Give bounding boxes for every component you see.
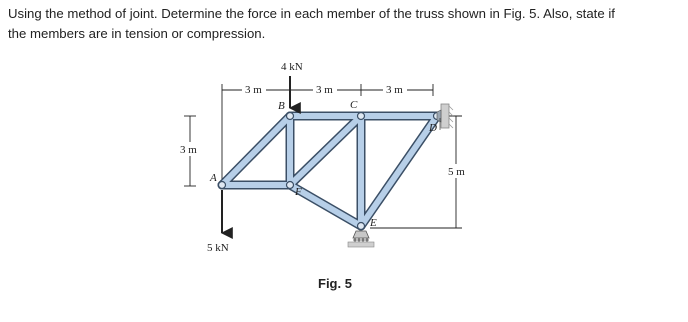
dim-cd-label: 3 m: [386, 84, 403, 96]
joint-label-d: D: [429, 122, 437, 134]
problem-line-2: the members are in tension or compression.: [8, 26, 266, 41]
pin-e: [358, 223, 365, 230]
pin-c: [358, 113, 365, 120]
joint-label-c: C: [350, 99, 358, 111]
problem-line-1: Using the method of joint. Determine the force in each member of the truss shown in Fig. 5. Also, state if: [8, 6, 615, 21]
pin-b: [287, 113, 294, 120]
figure-caption: Fig. 5: [318, 276, 352, 291]
truss-members: [222, 116, 437, 226]
joint-label-e: E: [370, 217, 377, 229]
joint-label-b: B: [278, 100, 285, 112]
dim-ab-label: 3 m: [245, 84, 262, 96]
load-b-label: 4 kN: [281, 61, 303, 73]
joint-label-a: A: [210, 172, 217, 184]
dim-left-height-label: 3 m: [180, 144, 197, 156]
dim-bc-label: 3 m: [316, 84, 333, 96]
support-e-roller: [348, 231, 374, 247]
joint-label-f: F: [295, 186, 302, 198]
dim-right-height-label: 5 m: [448, 166, 465, 178]
load-a-label: 5 kN: [207, 242, 229, 254]
pin-a: [219, 182, 226, 189]
load-at-a: [207, 190, 229, 254]
pin-f: [287, 182, 294, 189]
member-fills: [222, 116, 437, 226]
